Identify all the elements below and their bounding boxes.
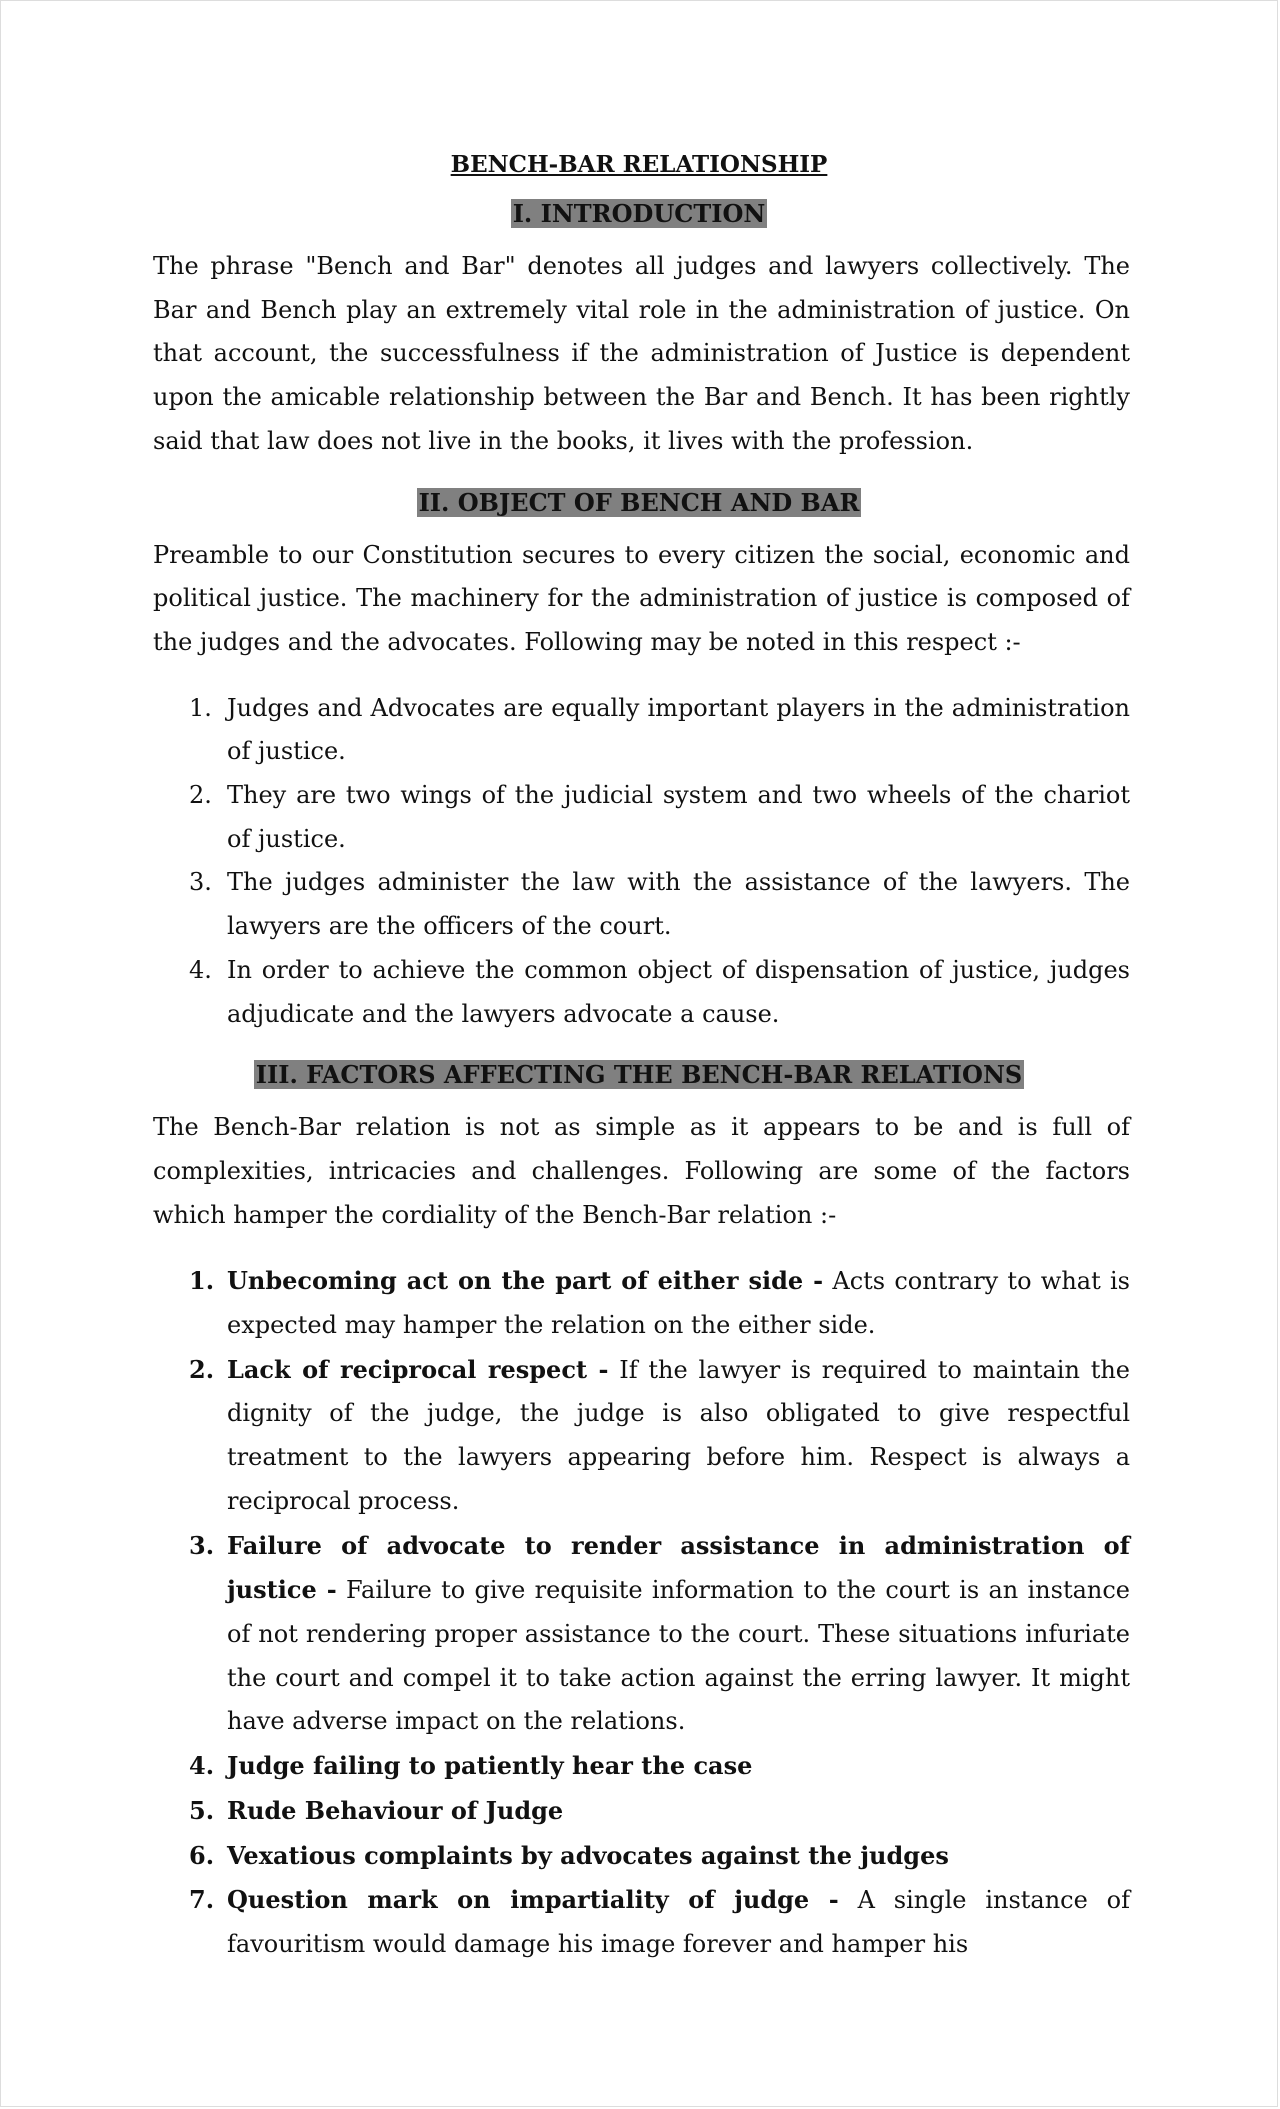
heading-text: II. OBJECT OF BENCH AND BAR (418, 487, 860, 517)
list-text: They are two wings of the judicial system and two wheels of the chariot of justice. (227, 781, 1130, 853)
introduction-paragraph: The phrase "Bench and Bar" denotes all judges and lawyers collectively. The Bar and Bench play an extremely vital role in the administration of justice. On that account, the successfulness if the administration of Justice is dependent upon the amicable relationship between the Bar and Bench. It has been rightly said that law does not live in the books, it lives with the profession. (153, 252, 1130, 455)
factors-list (1, 1259, 1277, 1966)
list-text: A single instance of favouritism would damage his image forever and hamper his (227, 1886, 1131, 1958)
list-bold-text: Judge failing to patiently hear the case (227, 1751, 753, 1781)
list-text: If the lawyer is required to maintain the dignity of the judge, the judge is also obligated to give respectful treatment to the lawyers appearing before him. Respect is always a reciprocal process. (227, 1355, 1130, 1515)
document-title (1, 149, 1277, 181)
list-text: The judges administer the law with the assistance of the lawyers. The lawyers are the officers of the court. (227, 868, 1130, 941)
list-text: Judges and Advocates are equally important players in the administration of justice. (227, 693, 1130, 766)
list-text: Acts contrary to what is expected may hamper the relation on the either side. (227, 1267, 1130, 1340)
section-heading-introduction (1, 197, 1277, 231)
list-bold-text: Question mark on impartiality of judge - (227, 1885, 839, 1915)
list-item (189, 1834, 1130, 1879)
list-number: 1. (189, 693, 212, 722)
list-item (189, 1348, 1130, 1524)
list-item (189, 687, 1130, 774)
list-number: 3. (189, 868, 212, 897)
list-text: In order to achieve the common object of dispensation of justice, judges adjudicate and the lawyers advocate a cause. (227, 955, 1130, 1028)
list-item (189, 1744, 1130, 1789)
list-item (189, 774, 1130, 861)
list-item (189, 1789, 1130, 1834)
list-number: 1. (189, 1266, 215, 1296)
list-number: 2. (189, 1354, 215, 1384)
list-number: 6. (189, 1840, 215, 1870)
list-bold-text: Unbecoming act on the part of either side - (227, 1266, 824, 1296)
list-number: 7. (189, 1885, 215, 1915)
list-number: 4. (189, 955, 212, 984)
list-bold-text: Rude Behaviour of Judge (227, 1795, 564, 1825)
section-heading-object (1, 486, 1277, 520)
list-number: 2. (189, 781, 212, 810)
factors-paragraph: The Bench-Bar relation is not as simple as it appears to be and is full of complexities, intricacies and challenges. Following are some of the factors which hamper the cordiality of the Bench-Bar relation :- (153, 1113, 1130, 1229)
section-heading-factors (1, 1058, 1277, 1092)
list-bold-text: Lack of reciprocal respect - (227, 1354, 609, 1384)
list-bold-text: Vexatious complaints by advocates against the judges (227, 1840, 949, 1870)
list-item (189, 1878, 1130, 1966)
title-text: BENCH-BAR RELATIONSHIP (450, 151, 828, 178)
heading-text: III. FACTORS AFFECTING THE BENCH-BAR RELATIONS (255, 1060, 1023, 1090)
list-item (189, 861, 1130, 948)
list-item (189, 1259, 1130, 1347)
list-bold-text: Failure of advocate to render assistance in administration of justice - (227, 1530, 1130, 1605)
list-item (189, 949, 1130, 1036)
object-paragraph: Preamble to our Constitution secures to every citizen the social, economic and political justice. The machinery for the administration of justice is composed of the judges and the advocates. Following may be noted in this respect :- (153, 540, 1130, 656)
heading-text: I. INTRODUCTION (512, 199, 766, 228)
list-item (189, 1524, 1130, 1745)
list-number: 5. (189, 1795, 215, 1825)
list-number: 4. (189, 1751, 215, 1781)
list-number: 3. (189, 1530, 215, 1560)
list-text: Failure to give requisite information to the court is an instance of not rendering proper assistance to the court. These situations infuriate the court and compel it to take action against the erring lawyer. It might have adverse impact on the relations. (227, 1576, 1131, 1736)
object-list (1, 687, 1277, 1037)
